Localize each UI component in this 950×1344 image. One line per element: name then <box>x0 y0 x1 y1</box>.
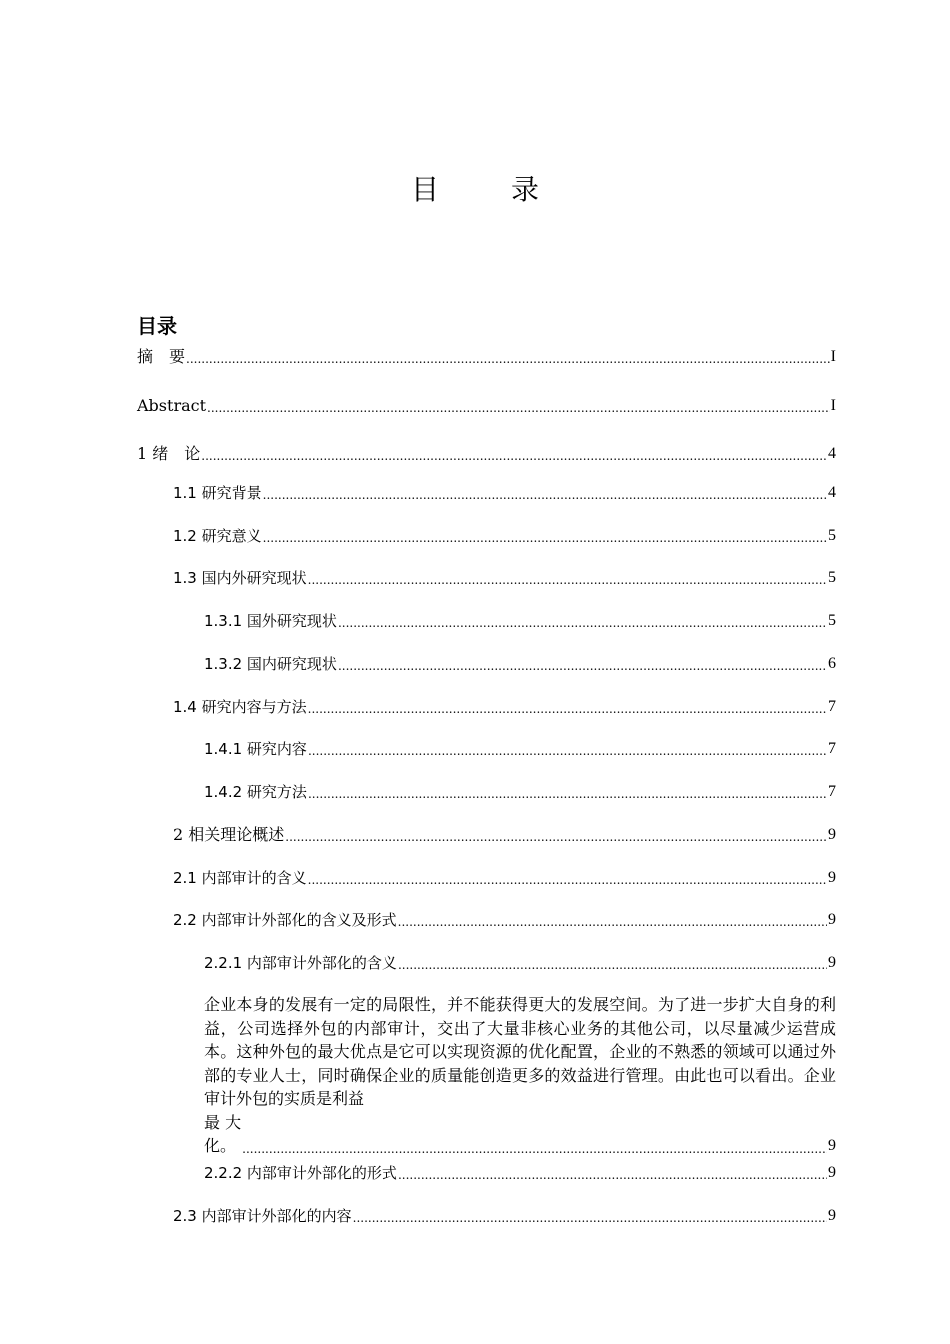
toc-entry-page: 9 <box>828 826 836 843</box>
toc-entry-1-4-2[interactable] <box>204 781 836 803</box>
toc-dot-leader <box>338 614 827 632</box>
toc-entry-2-1[interactable] <box>173 867 836 889</box>
toc-entry-label: 2.1 内部审计的含义 <box>173 869 307 887</box>
toc-entry-page: 9 <box>828 1164 836 1181</box>
toc-entry-page: 9 <box>828 1207 836 1224</box>
toc-entry-page: 4 <box>828 445 836 462</box>
toc-entry-page: 7 <box>828 783 836 800</box>
toc-entry-page: 6 <box>828 655 836 672</box>
toc-entry-page: 9 <box>828 954 836 971</box>
toc-dot-leader <box>308 742 827 760</box>
toc-entry-1-4-1[interactable] <box>204 738 836 760</box>
toc-entry-paragraph[interactable] <box>204 993 836 1158</box>
toc-entry-1-1[interactable] <box>173 482 836 504</box>
toc-paragraph-text: 企业本身的发展有一定的局限性，并不能获得更大的发展空间。为了进一步扩大自身的利益，公司选择外包的内部审计，交出了大量非核心业务的其他公司，以尽量减少运营成本。这种外包的最大优点是它可以实现资源的优化配置，企业的不熟悉的领域可以通过外部的专业人士，同时确保企业的质量能创造更多的效益进行管理。由此也可以看出。企业审计外包的实质是利益 <box>204 995 836 1108</box>
toc-dot-leader <box>263 486 827 504</box>
toc-entry-label: 2.2.1 内部审计外部化的含义 <box>204 954 397 972</box>
toc-entry-label: Abstract <box>137 396 207 415</box>
toc-entry-1-2[interactable] <box>173 525 836 547</box>
toc-entry-abstract-cn[interactable] <box>137 346 836 368</box>
toc-entry-abstract-en[interactable] <box>137 395 836 417</box>
toc-dot-leader <box>398 913 827 931</box>
toc-heading: 目录 <box>137 314 177 338</box>
toc-entry-2-2[interactable] <box>173 909 836 931</box>
toc-entry-label: 1.4 研究内容与方法 <box>173 698 307 716</box>
toc-entry-page: 5 <box>828 569 836 586</box>
toc-entry-label: 摘 要 <box>137 347 186 366</box>
toc-entry-label: 1.4.1 研究内容 <box>204 740 307 758</box>
toc-entry-2-2-2[interactable] <box>204 1162 836 1184</box>
toc-entry-label: 1.3.2 国内研究现状 <box>204 655 337 673</box>
toc-dot-leader <box>186 350 830 368</box>
toc-entry-page: 5 <box>828 527 836 544</box>
toc-paragraph-tail-text: 最大化。 <box>204 1112 242 1155</box>
toc-dot-leader <box>353 1209 827 1227</box>
toc-entry-1-3-1[interactable] <box>204 610 836 632</box>
toc-dot-leader <box>398 1166 827 1184</box>
page-title: 目 录 <box>410 173 561 206</box>
toc-entry-label: 1.1 研究背景 <box>173 484 262 502</box>
toc-entry-page: 7 <box>828 698 836 715</box>
toc-dot-leader <box>285 828 827 846</box>
toc-entry-page: 5 <box>828 612 836 629</box>
toc-entry-label: 1.4.2 研究方法 <box>204 783 307 801</box>
toc-paragraph-tail <box>204 1111 836 1158</box>
toc-entry-page: 9 <box>828 869 836 886</box>
toc-entry-1-3[interactable] <box>173 567 836 589</box>
toc-dot-leader <box>338 657 827 675</box>
toc-dot-leader <box>207 399 830 417</box>
toc-entry-label: 2.3 内部审计外部化的内容 <box>173 1207 352 1225</box>
toc-entry-page: 9 <box>828 911 836 928</box>
toc-dot-leader <box>308 700 827 718</box>
toc-entry-page: I <box>830 348 836 365</box>
toc-dot-leader <box>308 785 827 803</box>
toc-dot-leader <box>308 571 827 589</box>
toc-entry-page: 7 <box>828 740 836 757</box>
toc-dot-leader <box>308 871 827 889</box>
toc-entry-1-4[interactable] <box>173 696 836 718</box>
toc-entry-label: 1.3.1 国外研究现状 <box>204 612 337 630</box>
toc-entry-label: 1.2 研究意义 <box>173 527 262 545</box>
toc-entry-label: 2.2 内部审计外部化的含义及形式 <box>173 911 397 929</box>
toc-entry-2-2-1[interactable] <box>204 952 836 974</box>
toc-entry-2-3[interactable] <box>173 1205 836 1227</box>
toc-dot-leader <box>201 447 827 465</box>
toc-entry-page: 9 <box>828 1137 836 1154</box>
toc-entry-label: 2 相关理论概述 <box>173 825 285 844</box>
toc-entry-label: 1 绪 论 <box>137 444 201 463</box>
toc-entry-label: 1.3 国内外研究现状 <box>173 569 307 587</box>
toc-entry-chapter-2[interactable] <box>173 824 836 846</box>
toc-dot-leader <box>242 1140 827 1158</box>
toc-entry-chapter-1[interactable] <box>137 443 836 465</box>
toc-dot-leader <box>263 529 827 547</box>
toc-entry-1-3-2[interactable] <box>204 653 836 675</box>
toc-entry-page: I <box>830 397 836 414</box>
toc-entry-page: 4 <box>828 484 836 501</box>
toc-entry-label: 2.2.2 内部审计外部化的形式 <box>204 1164 397 1182</box>
toc-dot-leader <box>398 956 827 974</box>
